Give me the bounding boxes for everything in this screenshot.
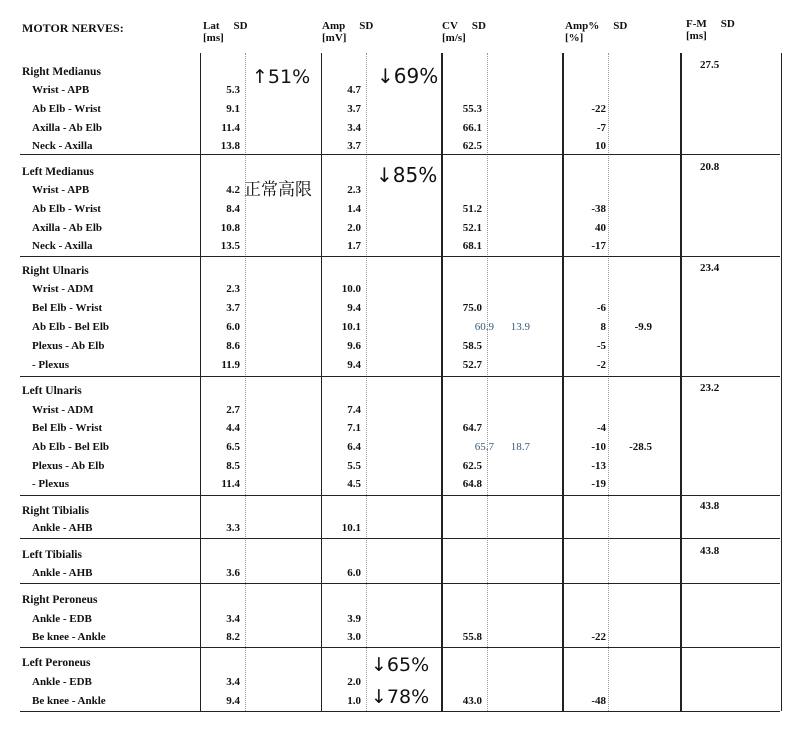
group-separator (20, 647, 780, 648)
group-separator (20, 154, 780, 155)
fm-value: 23.2 (700, 382, 720, 394)
amp-value: 10.1 (341, 522, 361, 534)
fm-value: 43.8 (700, 545, 720, 557)
cv-value: 55.3 (462, 103, 482, 115)
row-label: Ankle - AHB (32, 567, 93, 579)
row-label: Ab Elb - Bel Elb (32, 441, 110, 453)
lat-value: 3.6 (226, 567, 240, 579)
cv-value: 65.7 (474, 441, 494, 453)
handwritten-amp-decrease: ↓65% (371, 654, 430, 676)
cv-value: 52.7 (462, 359, 482, 371)
cv-value: 43.0 (462, 695, 482, 707)
amp-value: 2.0 (347, 222, 361, 234)
amp-unit: [mV] (322, 32, 347, 44)
amp-percent-value: 8 (600, 321, 606, 333)
amp-percent-value: -4 (596, 422, 606, 434)
cv-sd-value: 13.9 (510, 321, 530, 333)
row-label: Ankle - EDB (32, 676, 92, 688)
amp-percent-value: -7 (596, 122, 606, 134)
amp-value: 6.4 (347, 441, 361, 453)
amp-percent-value: -10 (591, 441, 606, 453)
amp-value: 9.4 (347, 302, 361, 314)
amp-percent-value: -48 (591, 695, 606, 707)
amp-value: 2.0 (347, 676, 361, 688)
row-label: Be knee - Ankle (32, 695, 106, 707)
amp-header (322, 20, 373, 44)
group-separator (20, 376, 780, 377)
group-name: Right Medianus (22, 66, 101, 78)
row-label: Neck - Axilla (32, 140, 93, 152)
lat-value: 4.4 (226, 422, 240, 434)
amp-value: 3.0 (347, 631, 361, 643)
group-name: Right Peroneus (22, 594, 98, 606)
lat-value: 3.3 (226, 522, 240, 534)
amp-label: Amp (322, 20, 346, 32)
cv-value: 68.1 (462, 240, 482, 252)
lat-value: 8.6 (226, 340, 240, 352)
row-label: Wrist - ADM (32, 404, 94, 416)
lat-value: 2.7 (226, 404, 240, 416)
fm-value: 23.4 (700, 262, 720, 274)
cv-value: 64.8 (462, 478, 482, 490)
group-separator (20, 583, 780, 584)
amp-value: 3.9 (347, 613, 361, 625)
amp-percent-header (565, 20, 627, 44)
handwritten-normal-upper-limit: 正常高限 (244, 180, 312, 200)
lat-sd-label: SD (233, 20, 248, 32)
amp-column (321, 53, 443, 711)
lat-value: 11.4 (221, 478, 240, 490)
lat-value: 13.5 (220, 240, 240, 252)
fm-value: 27.5 (700, 59, 720, 71)
handwritten-amp-decrease: ↓78% (371, 686, 430, 708)
row-label: Plexus - Ab Elb (32, 460, 105, 472)
lat-value: 4.2 (226, 184, 240, 196)
amp-percent-value: -38 (591, 203, 606, 215)
amp-percent-value: -17 (591, 240, 606, 252)
cv-column (441, 53, 564, 711)
cv-sd-value: 18.7 (510, 441, 530, 453)
amp-value: 3.4 (347, 122, 361, 134)
lat-unit: [ms] (203, 32, 224, 44)
amp-value: 10.1 (341, 321, 361, 333)
lat-value: 2.3 (226, 283, 240, 295)
group-separator (20, 711, 780, 712)
cv-value: 62.5 (462, 140, 482, 152)
amp-value: 10.0 (341, 283, 361, 295)
lat-value: 6.0 (226, 321, 240, 333)
amp-percent-value: -13 (591, 460, 606, 472)
lat-value: 11.4 (221, 122, 240, 134)
amp-percent-sd-value: -28.5 (629, 441, 652, 453)
cv-value: 66.1 (462, 122, 482, 134)
group-name: Left Tibialis (22, 549, 82, 561)
amp-percent-label: Amp% (565, 20, 600, 32)
fm-value: 43.8 (700, 500, 720, 512)
fm-unit: [ms] (686, 30, 707, 42)
handwritten-amp-decrease: ↓69% (377, 64, 439, 88)
lat-value: 8.4 (226, 203, 240, 215)
group-separator (20, 256, 780, 257)
row-label: Ankle - EDB (32, 613, 92, 625)
group-separator (20, 538, 780, 539)
cv-value: 55.8 (462, 631, 482, 643)
amp-percent-value: -5 (596, 340, 606, 352)
row-label: Wrist - APB (32, 184, 90, 196)
amp-value: 9.6 (347, 340, 361, 352)
group-name: Left Medianus (22, 166, 94, 178)
amp-percent-value: -2 (596, 359, 606, 371)
amp-percent-value: 40 (595, 222, 606, 234)
row-label: Ab Elb - Wrist (32, 103, 101, 115)
amp-value: 1.7 (347, 240, 361, 252)
cv-value: 58.5 (462, 340, 482, 352)
row-label: - Plexus (32, 478, 69, 490)
fm-header (686, 18, 735, 42)
amp-value: 3.7 (347, 140, 361, 152)
lat-value: 3.4 (226, 613, 240, 625)
row-label: Plexus - Ab Elb (32, 340, 105, 352)
group-name: Right Ulnaris (22, 265, 89, 277)
cv-value: 62.5 (462, 460, 482, 472)
row-label: Ankle - AHB (32, 522, 93, 534)
row-label: Neck - Axilla (32, 240, 93, 252)
lat-value: 11.9 (221, 359, 240, 371)
amp-percent-value: 10 (595, 140, 606, 152)
cv-label: CV (442, 20, 458, 32)
cv-value: 60.9 (474, 321, 494, 333)
row-label: Bel Elb - Wrist (32, 302, 103, 314)
amp-percent-sd-label: SD (613, 20, 628, 32)
cv-value: 75.0 (462, 302, 482, 314)
lat-value: 3.7 (226, 302, 240, 314)
lat-value: 10.8 (220, 222, 240, 234)
row-label: Bel Elb - Wrist (32, 422, 103, 434)
amp-value: 7.1 (347, 422, 361, 434)
amp-sd-label: SD (359, 20, 374, 32)
cv-value: 51.2 (462, 203, 482, 215)
amp-value: 6.0 (347, 567, 361, 579)
fm-label: F-M (686, 18, 707, 30)
group-name: Right Tibialis (22, 505, 90, 517)
amp-value: 4.7 (347, 84, 361, 96)
lat-value: 5.3 (226, 84, 240, 96)
lat-column (200, 53, 322, 711)
row-label: Ab Elb - Wrist (32, 203, 101, 215)
amp-value: 1.0 (347, 695, 361, 707)
amp-value: 3.7 (347, 103, 361, 115)
amp-value: 5.5 (347, 460, 361, 472)
group-name: Left Peroneus (22, 657, 91, 669)
amp-value: 2.3 (347, 184, 361, 196)
row-label: Wrist - APB (32, 84, 90, 96)
lat-value: 3.4 (226, 676, 240, 688)
row-label: Be knee - Ankle (32, 631, 106, 643)
handwritten-lat-increase: ↑51% (252, 66, 311, 88)
fm-sd-label: SD (720, 18, 735, 30)
handwritten-amp-decrease: ↓85% (376, 163, 438, 187)
lat-value: 8.2 (226, 631, 240, 643)
cv-unit: [m/s] (442, 32, 466, 44)
amp-value: 7.4 (347, 404, 361, 416)
amp-value: 1.4 (347, 203, 361, 215)
row-label: Wrist - ADM (32, 283, 94, 295)
cv-value: 64.7 (462, 422, 482, 434)
cv-header (442, 20, 486, 44)
lat-value: 8.5 (226, 460, 240, 472)
fm-value: 20.8 (700, 161, 720, 173)
lat-value: 9.4 (226, 695, 240, 707)
row-label: - Plexus (32, 359, 69, 371)
cv-value: 52.1 (462, 222, 482, 234)
lat-value: 9.1 (226, 103, 240, 115)
amp-value: 9.4 (347, 359, 361, 371)
lat-value: 13.8 (220, 140, 240, 152)
amp-percent-value: -19 (591, 478, 606, 490)
fm-column (680, 53, 782, 711)
amp-percent-value: -6 (596, 302, 606, 314)
amp-percent-unit: [%] (565, 32, 584, 44)
amp-percent-sd-value: -9.9 (634, 321, 652, 333)
row-label: Axilla - Ab Elb (32, 222, 102, 234)
lat-label: Lat (203, 20, 220, 32)
amp-percent-value: -22 (591, 103, 606, 115)
amp-percent-value: -22 (591, 631, 606, 643)
amp-percent-column (562, 53, 682, 711)
group-name: Left Ulnaris (22, 385, 82, 397)
lat-value: 6.5 (226, 441, 240, 453)
row-label: Ab Elb - Bel Elb (32, 321, 110, 333)
row-label: Axilla - Ab Elb (32, 122, 102, 134)
cv-sd-label: SD (471, 20, 486, 32)
lat-header (203, 20, 248, 44)
group-separator (20, 495, 780, 496)
amp-value: 4.5 (347, 478, 361, 490)
section-title: MOTOR NERVES: (22, 21, 124, 35)
